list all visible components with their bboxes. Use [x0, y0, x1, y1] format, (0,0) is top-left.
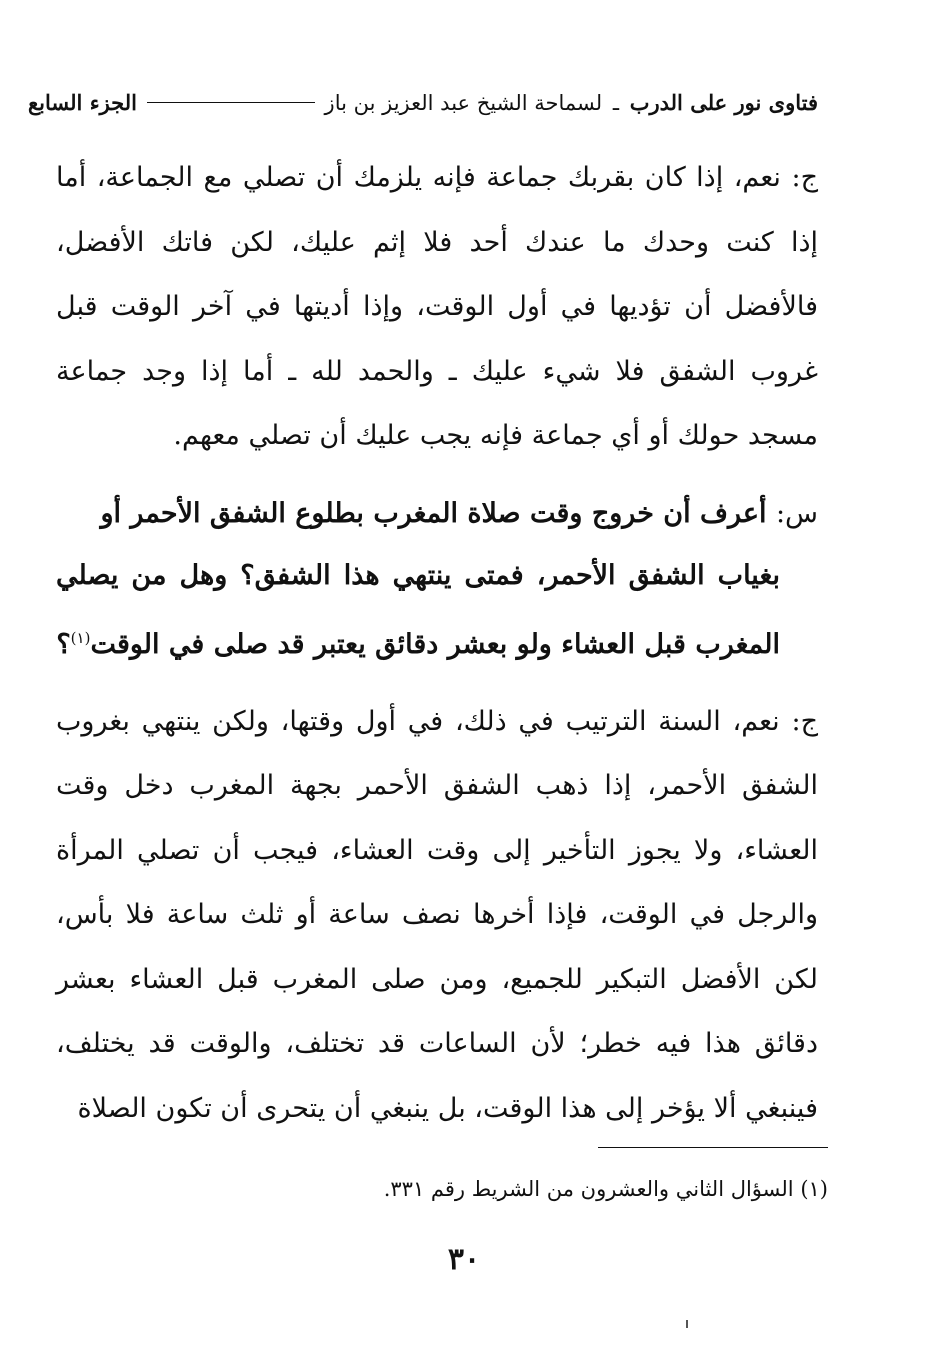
question-rest: بغياب الشفق الأحمر، فمتى ينتهي هذا الشفق؟ وهل من يصلي المغرب قبل العشاء ولو بعشر دقائق يعتبر قد صلى في الوقت: [56, 559, 780, 660]
header-left-group: [325, 90, 818, 115]
answer-paragraph-1: [56, 146, 818, 469]
answer-text: نعم، إذا كان بقربك جماعة فإنه يلزمك أن تصلي مع الجماعة، أما إذا كنت وحدك ما عندك أحد فلا إثم عليك، لكن فاتك الأفضل، فالأفضل أن تؤديها في أول الوقت، وإذا أديتها في آخر الوقت قبل غروب الشفق فلا شيء عليك ـ والحمد لله ـ أما إذا وجد جماعة مسجد حولك أو أي جماعة فإنه يجب عليك أن تصلي معهم.: [56, 162, 818, 451]
footnote-marker: (١): [800, 1177, 828, 1201]
running-header: [28, 84, 818, 120]
answer-paragraph-2: [56, 690, 818, 1142]
main-text: [56, 146, 818, 1141]
answer-label: ج:: [791, 162, 818, 193]
series-title: فتاوى نور على الدرب: [629, 89, 818, 115]
question-continuation: [56, 545, 818, 676]
answer-label: ج:: [791, 705, 818, 737]
scan-speck: [686, 1320, 688, 1328]
page-number: ٣٠: [447, 1242, 481, 1277]
author-name: لسماحة الشيخ عبد العزيز بن باز: [324, 90, 603, 115]
footnote-reference[interactable]: (١): [70, 628, 91, 647]
header-rule: [147, 102, 315, 103]
header-separator: ـ: [612, 90, 620, 115]
volume-title: الجزء السابع: [28, 89, 137, 115]
answer-text: نعم، السنة الترتيب في ذلك، في أول وقتها، ولكن ينتهي بغروب الشفق الأحمر، إذا ذهب الشفق الأحمر بجهة المغرب دخل وقت العشاء، ولا يجوز التأخير إلى وقت العشاء، فيجب أن تصلي المرأة والرجل في الوقت، فإذا أخرها نصف ساعة أو ثلث ساعة فلا بأس، لكن الأفضل التبكير للجميع، ومن صلى المغرب قبل العشاء بعشر دقائق هذا فيه خطر؛ لأن الساعات قد تختلف، والوقت قد يختلف، فينبغي ألا يؤخر إلى هذا الوقت، بل ينبغي أن يتحرى أن تكون الصلاة: [56, 705, 818, 1124]
question-paragraph: [56, 483, 818, 676]
footnote-text: السؤال الثاني والعشرون من الشريط رقم ٣٣١.: [383, 1177, 794, 1201]
question-label: س:: [775, 497, 818, 529]
footnote: [56, 1172, 828, 1206]
question-mark: ؟: [56, 628, 71, 660]
footnote-separator: [598, 1147, 828, 1148]
question-first-line: أعرف أن خروج وقت صلاة المغرب بطلوع الشفق الأحمر أو: [100, 497, 767, 529]
